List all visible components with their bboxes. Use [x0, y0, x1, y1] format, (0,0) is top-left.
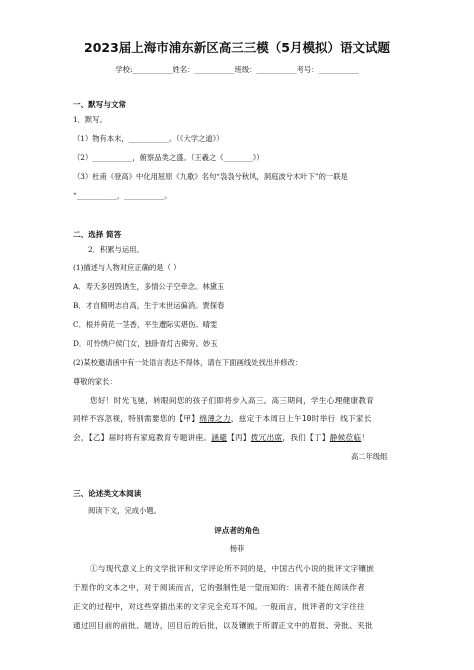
letter-line-2-start: 同样不容忽视，特别需要您的【甲】: [73, 414, 200, 423]
fill-blank-line-1: （1）物有本末，___________。（《大学之道》）: [73, 134, 224, 143]
option-a: A．寿夭多因毁诱生，多情公子空牵念。林黛玉: [73, 282, 225, 291]
essay-paragraph-line-4: 通过回目前的前批、题诗，回目后的后批，以及镶嵌于所谓正文中的眉批、旁批、夹批: [73, 621, 373, 630]
fill-blank-line-3a: （3）杜甫《登高》中化用屈原《九歌》名句“袅袅兮秋风，洞庭波兮木叶下”的一联是: [73, 172, 348, 181]
letter-line-3-mid: ，我们【丁】: [282, 433, 330, 442]
essay-paragraph-line-3: 正文的过程中，对这些穿插出来的文字完全充耳不闻。一般而言，批评者的文字往往: [73, 602, 366, 611]
section-heading-3: 三、论述类文本阅读: [73, 489, 142, 498]
letter-signature: 高二年级组: [351, 452, 388, 461]
phrase-ding: 静候莅临: [329, 433, 362, 442]
section-heading-1: 一、默写与文常: [73, 100, 127, 109]
question-1-label: 1．默写。: [73, 115, 107, 124]
essay-author: 杨菲: [229, 544, 245, 553]
phrase-yi: 涵避: [211, 433, 228, 442]
essay-title: 评点者的角色: [214, 526, 260, 535]
reading-instruction: 阅读下文，完成小题。: [88, 506, 161, 515]
essay-paragraph-line-2: 于原作的文本之中，对于阅读而言，它的强制性是一望而知的：读者不能在阅读作者: [73, 583, 366, 592]
essay-paragraph-line-1: ①与现代意义上的文学批评和文学评论所不同的是，中国古代小说的批评文字镶嵌: [90, 564, 375, 573]
student-info-line: 学校:___________姓名：___________班级：___________考号：___________: [115, 65, 359, 74]
letter-line-3-start: 会，【乙】届时将有家庭教育专题讲座。: [73, 433, 212, 442]
fill-blank-line-2: （2）___________，俯察品类之盛。（王羲之《________》）: [73, 153, 264, 162]
label-bing: 【丙】: [227, 433, 251, 442]
letter-line-3-end: ！: [361, 433, 370, 442]
page-title: 2023届上海市浦东新区高三三模（5月模拟）语文试题: [84, 40, 390, 55]
phrase-jia: 绵薄之力: [199, 414, 231, 423]
fill-blank-line-3b: “___________，___________。: [73, 191, 172, 200]
subquestion-2: (2)某校邀请函中有一处语言表达不得体，请在下面画线处找出并修改：: [73, 358, 303, 367]
option-b: B．才自精明志自高，生于末世运偏消。贾探春: [73, 301, 225, 310]
phrase-bing: 拨冗出席: [250, 433, 283, 442]
question-2-label: 2．积累与运用。: [88, 245, 144, 254]
option-c: C．根并荷花一茎香，平生遭际实堪伤。晴雯: [73, 320, 218, 329]
letter-line-1: 您好！时光飞驰，转眼间您的孩子们即将步入高三。高三期间，学生心理健康教育: [90, 396, 375, 405]
letter-salutation: 尊敬的家长：: [73, 377, 117, 386]
letter-line-2-end: ，兹定于本周日上午10时举行 线下家长: [230, 414, 372, 423]
option-d: D．可怜绣户侯门女，独卧青灯古佛旁。妙玉: [73, 339, 218, 348]
letter-line-3: [73, 434, 369, 442]
section-heading-2: 二、选择 简答: [73, 230, 122, 239]
letter-line-2: [73, 415, 372, 423]
subquestion-1: (1)描述与人物对应正确的是（ ）: [73, 263, 181, 272]
